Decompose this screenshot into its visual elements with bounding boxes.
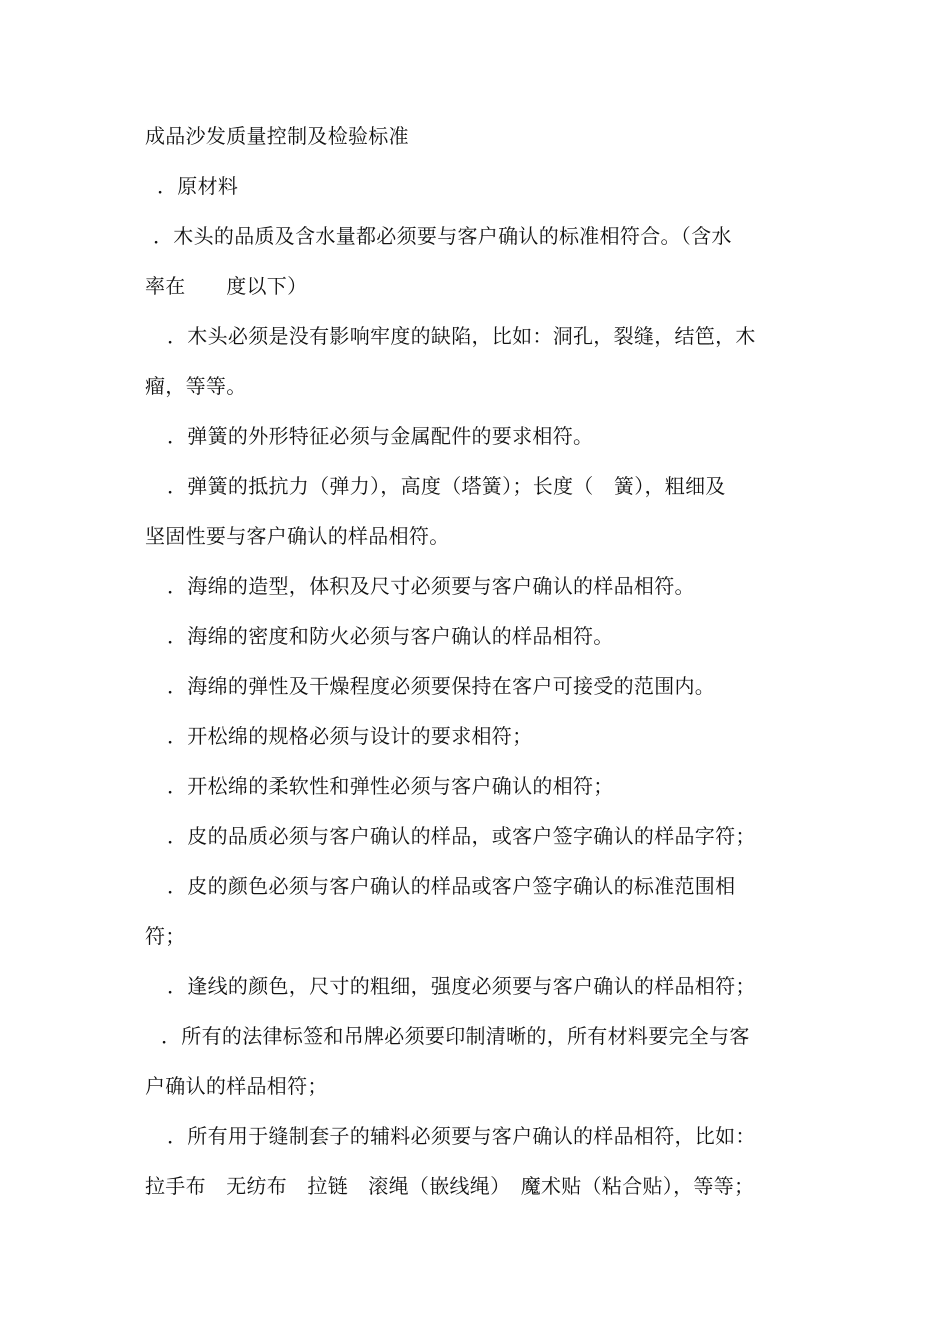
paragraph-line: ．开松绵的规格必须与设计的要求相符； xyxy=(167,724,533,748)
section-heading-raw-materials: ．原材料 xyxy=(157,174,239,198)
paragraph-line: 率在 度以下） xyxy=(145,274,308,298)
paragraph-line: ．海绵的密度和防火必须与客户确认的样品相符。 xyxy=(167,624,614,648)
paragraph-line: ．木头的品质及含水量都必须要与客户确认的标准相符合。（含水 xyxy=(153,224,732,248)
paragraph-line: ．皮的颜色必须与客户确认的样品或客户签字确认的标准范围相 xyxy=(167,874,736,898)
paragraph-line: 户确认的样品相符； xyxy=(145,1074,328,1098)
paragraph-line: 坚固性要与客户确认的样品相符。 xyxy=(145,524,450,548)
paragraph-line: ．逢线的颜色，尺寸的粗细，强度必须要与客户确认的样品相符； xyxy=(167,974,756,998)
paragraph-line: ．皮的品质必须与客户确认的样品，或客户签字确认的样品字符； xyxy=(167,824,756,848)
paragraph-line: ．开松绵的柔软性和弹性必须与客户确认的相符； xyxy=(167,774,614,798)
paragraph-line: ．海绵的造型，体积及尺寸必须要与客户确认的样品相符。 xyxy=(167,574,695,598)
document-title: 成品沙发质量控制及检验标准 xyxy=(145,124,409,148)
paragraph-line: ．弹簧的抵抗力（弹力），高度（塔簧）；长度（ 簧），粗细及 xyxy=(167,474,726,498)
paragraph-line: ．所有的法律标签和吊牌必须要印制清晰的，所有材料要完全与客 xyxy=(161,1024,750,1048)
paragraph-line: ．木头必须是没有影响牢度的缺陷，比如：洞孔，裂缝，结笆，木 xyxy=(167,324,756,348)
paragraph-line: ．弹簧的外形特征必须与金属配件的要求相符。 xyxy=(167,424,594,448)
paragraph-line: 拉手布 无纺布 拉链 滚绳（嵌线绳） 魔术贴（粘合贴），等等； xyxy=(145,1174,755,1198)
paragraph-line: 瘤，等等。 xyxy=(145,374,247,398)
paragraph-line: 符； xyxy=(145,924,186,948)
paragraph-line: ．所有用于缝制套子的辅料必须要与客户确认的样品相符，比如： xyxy=(167,1124,756,1148)
paragraph-line: ．海绵的弹性及干燥程度必须要保持在客户可接受的范围内。 xyxy=(167,674,716,698)
